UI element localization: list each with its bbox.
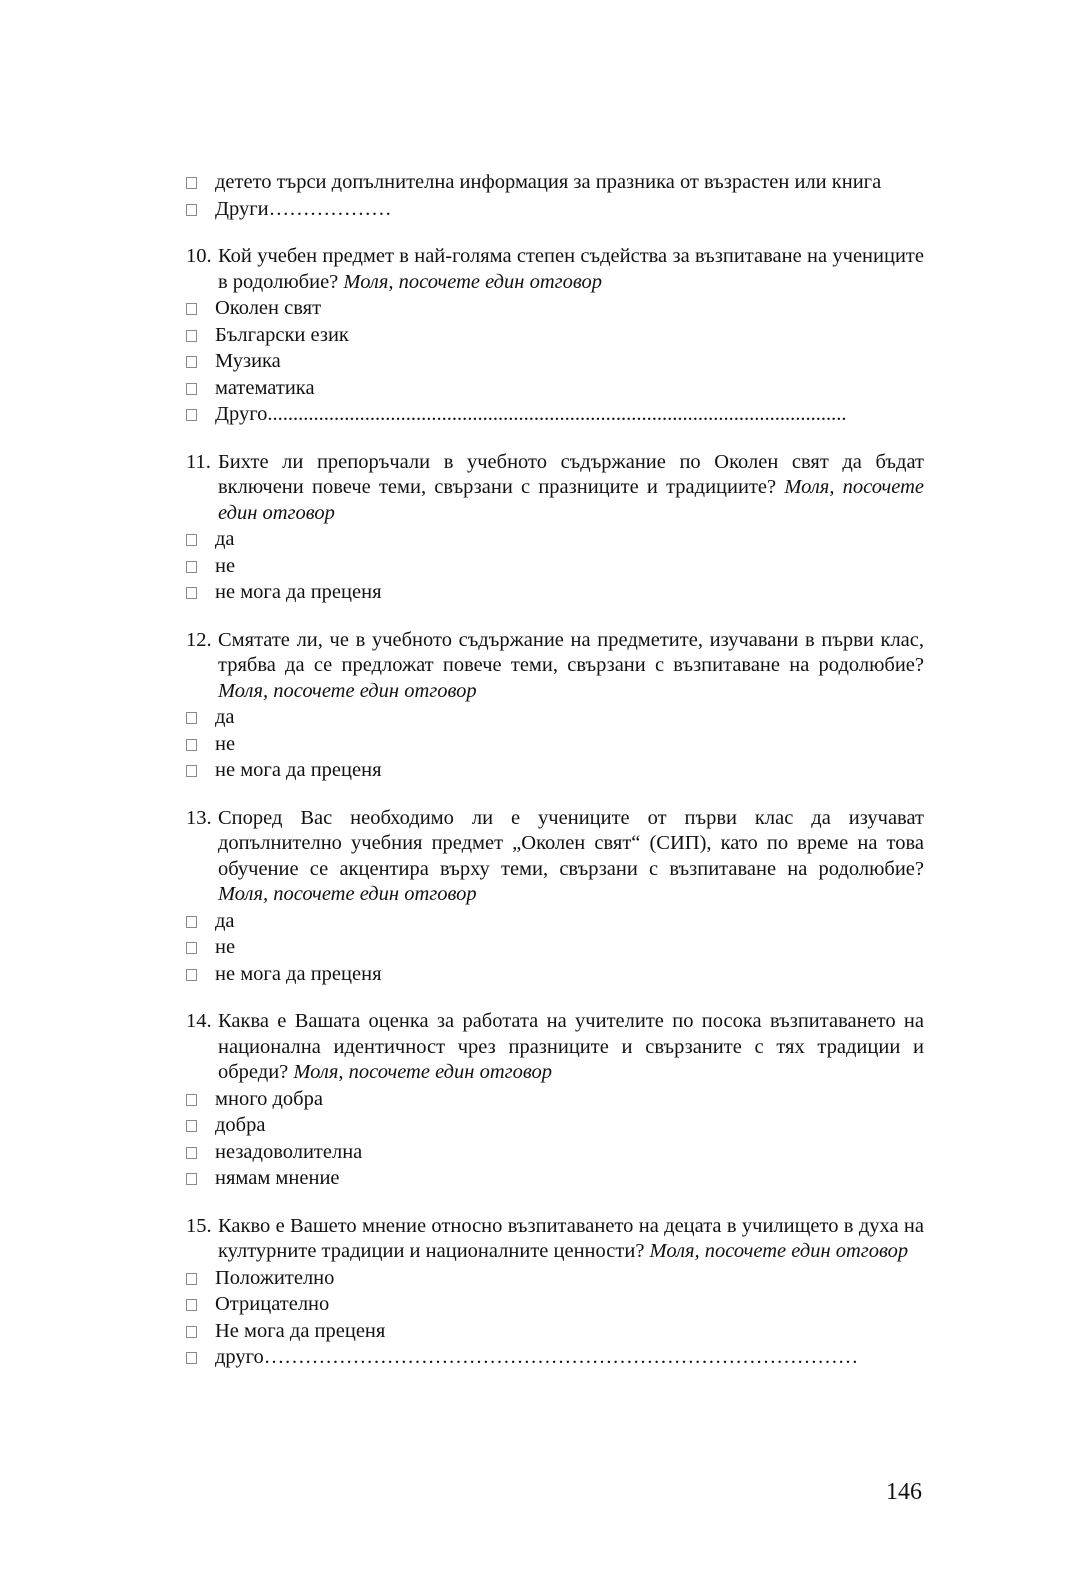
checkbox-icon[interactable] <box>186 383 197 395</box>
question-number: 15. <box>186 1214 212 1237</box>
option-item[interactable] <box>186 935 924 961</box>
option-label: Положително <box>215 1266 335 1289</box>
question-number: 10. <box>186 245 212 267</box>
question-text: Какво е Вашето мнение относно възпитаването на децата в училището в духа на културните традиции и националните ценности? Моля, посочете един отговор <box>218 1214 924 1262</box>
question-instruction: Моля, посочете един отговор <box>218 679 477 702</box>
checkbox-icon[interactable] <box>186 942 197 954</box>
checkbox-icon[interactable] <box>186 969 197 981</box>
checkbox-icon[interactable] <box>186 1299 197 1311</box>
checkbox-icon[interactable] <box>186 561 197 573</box>
option-item[interactable] <box>186 197 924 223</box>
question-instruction: Моля, посочете един отговор <box>218 476 924 524</box>
option-item[interactable] <box>186 1113 924 1139</box>
option-label: Български език <box>215 323 349 346</box>
option-label: друго…………………………………………………………………………… <box>215 1346 859 1368</box>
question-12 <box>186 628 924 705</box>
option-label: не мога да преценя <box>215 962 382 985</box>
option-label: не <box>215 936 236 958</box>
option-item[interactable] <box>186 376 924 402</box>
option-item[interactable] <box>186 1319 924 1345</box>
question-14 <box>186 1009 924 1086</box>
question-15 <box>186 1214 924 1265</box>
checkbox-icon[interactable] <box>186 303 197 315</box>
option-label: не <box>215 554 236 577</box>
option-label: не мога да преценя <box>215 581 382 603</box>
questionnaire-page <box>186 170 924 1372</box>
option-label: не <box>215 732 236 755</box>
question-instruction: Моля, посочете един отговор <box>649 1240 909 1262</box>
question-instruction: Моля, посочете един отговор <box>218 883 477 905</box>
option-item[interactable] <box>186 527 924 553</box>
checkbox-icon[interactable] <box>186 1326 197 1338</box>
checkbox-icon[interactable] <box>186 177 197 189</box>
checkbox-icon[interactable] <box>186 409 197 421</box>
option-item[interactable] <box>186 323 924 349</box>
option-item[interactable] <box>186 1166 924 1192</box>
option-label: да <box>215 706 235 728</box>
checkbox-icon[interactable] <box>186 765 197 777</box>
option-label: Не мога да преценя <box>215 1319 386 1342</box>
checkbox-icon[interactable] <box>186 916 197 928</box>
option-label: детето търси допълнителна информация за празника от възрастен или книга <box>215 171 882 193</box>
question-text: Смятате ли, че в учебното съдържание на предметите, изучавани в първи клас, трябва да се предложат повече теми, свързани с възпитаване на родолюбие? Моля, посочете един отговор <box>218 628 924 702</box>
option-item[interactable] <box>186 170 924 196</box>
option-label: Околен свят <box>215 297 322 319</box>
question-text: Според Вас необходимо ли е учениците от първи клас да изучават допълнително учебния предмет „Околен свят“ (СИП), като по време на това обучение се акцентира върху теми, свързани с възпитаване на родолюбие? Моля, посочете един отговор <box>218 806 924 905</box>
checkbox-icon[interactable] <box>186 1147 197 1159</box>
option-item[interactable] <box>186 962 924 988</box>
question-11 <box>186 450 924 527</box>
checkbox-icon[interactable] <box>186 739 197 751</box>
checkbox-icon[interactable] <box>186 1120 197 1132</box>
option-label: нямам мнение <box>215 1167 340 1189</box>
option-item[interactable] <box>186 349 924 375</box>
checkbox-icon[interactable] <box>186 330 197 342</box>
option-item[interactable] <box>186 1087 924 1113</box>
option-item[interactable] <box>186 1345 924 1371</box>
question-number: 14. <box>186 1010 212 1032</box>
question-number: 11. <box>186 450 211 473</box>
option-item[interactable] <box>186 758 924 784</box>
checkbox-icon[interactable] <box>186 1173 197 1185</box>
question-instruction: Моля, посочете един отговор <box>293 1061 553 1083</box>
checkbox-icon[interactable] <box>186 1273 197 1285</box>
option-item[interactable] <box>186 1292 924 1318</box>
option-label: Музика <box>215 350 281 372</box>
question-10 <box>186 244 924 295</box>
checkbox-icon[interactable] <box>186 1094 197 1106</box>
option-item[interactable] <box>186 402 924 428</box>
option-item[interactable] <box>186 909 924 935</box>
checkbox-icon[interactable] <box>186 534 197 546</box>
option-label: Отрицателно <box>215 1293 330 1315</box>
option-label: не мога да преценя <box>215 759 382 781</box>
question-text: Бихте ли препоръчали в учебното съдържание по Околен свят да бъдат включени повече теми, свързани с празниците и традициите? Моля, посочете един отговор <box>218 450 924 524</box>
question-number: 12. <box>186 628 212 651</box>
option-item[interactable] <box>186 1266 924 1292</box>
option-item[interactable] <box>186 1140 924 1166</box>
checkbox-icon[interactable] <box>186 204 197 216</box>
option-item[interactable] <box>186 705 924 731</box>
option-item[interactable] <box>186 580 924 606</box>
option-label: да <box>215 528 235 550</box>
option-item[interactable] <box>186 296 924 322</box>
question-instruction: Моля, посочете един отговор <box>343 270 603 293</box>
checkbox-icon[interactable] <box>186 1352 197 1364</box>
question-text: Каква е Вашата оценка за работата на учителите по посока възпитаването на национална идентичност чрез празниците и свързаните с тях традиции и обреди? Моля, посочете един отговор <box>218 1010 924 1083</box>
option-label: добра <box>215 1114 266 1136</box>
checkbox-icon[interactable] <box>186 712 197 724</box>
option-label: да <box>215 909 235 932</box>
option-label: незадоволителна <box>215 1140 363 1163</box>
question-13 <box>186 806 924 908</box>
checkbox-icon[interactable] <box>186 356 197 368</box>
option-label: много добра <box>215 1087 323 1110</box>
question-text: Кой учебен предмет в най-голяма степен съдейства за възпитаване на учениците в родолюбие? Моля, посочете един отговор <box>218 245 924 293</box>
option-item[interactable] <box>186 732 924 758</box>
option-label: Други……………… <box>215 197 392 220</box>
option-label: математика <box>215 376 315 399</box>
checkbox-icon[interactable] <box>186 587 197 599</box>
question-number: 13. <box>186 806 212 829</box>
page-number: 146 <box>886 1479 922 1505</box>
option-item[interactable] <box>186 554 924 580</box>
option-label: Друго................................................................................................................. <box>215 403 847 425</box>
